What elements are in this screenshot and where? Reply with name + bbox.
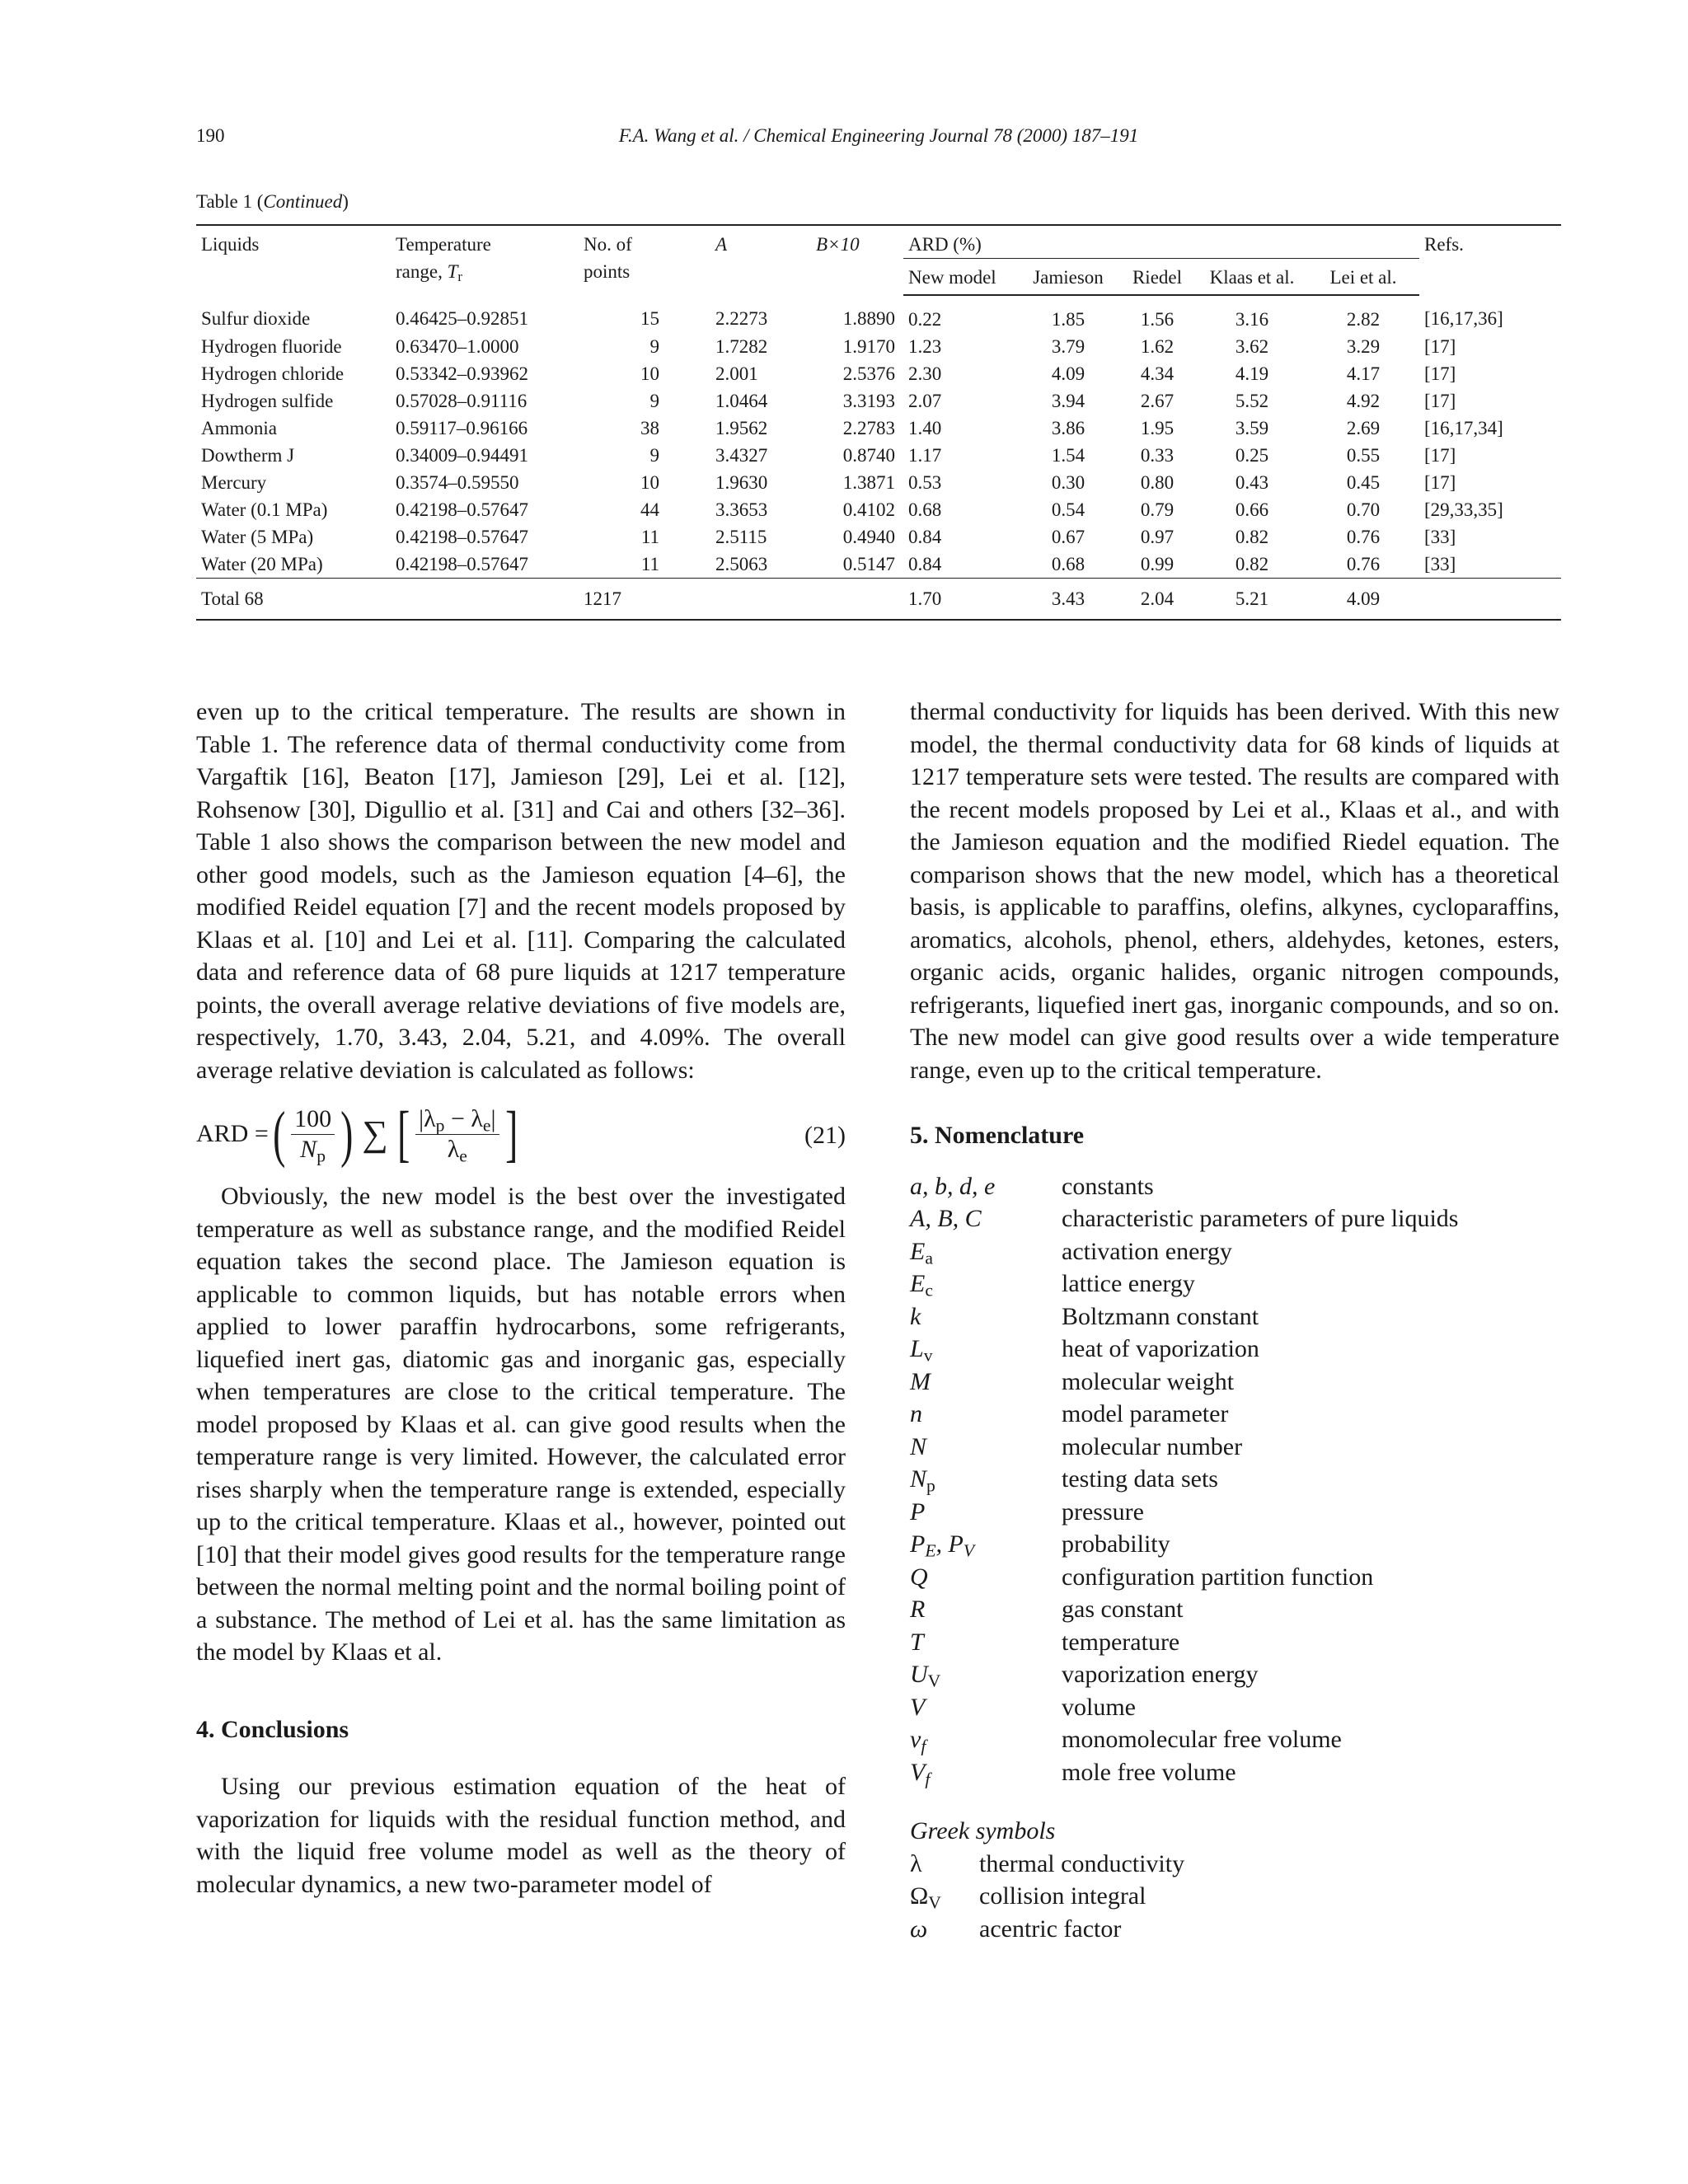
nomenclature-symbol: n: [910, 1400, 922, 1427]
greek-symbol: ω: [910, 1915, 928, 1943]
table-cell-jam: 1.54: [1051, 445, 1085, 466]
table-cell-liquid: Hydrogen sulfide: [201, 391, 334, 411]
nomenclature-item: [910, 1528, 1559, 1561]
header-a: A: [710, 225, 811, 295]
table-row: [196, 360, 1561, 387]
table-cell-new: 2.30: [908, 363, 942, 384]
table-cell-range: 0.59117–0.96166: [396, 418, 528, 438]
running-header: [196, 125, 1561, 155]
nomenclature-item: [910, 1463, 1559, 1496]
table-cell-liquid: Water (0.1 MPa): [201, 499, 328, 520]
table-row: [196, 333, 1561, 360]
table-cell-liquid: Mercury: [201, 472, 267, 493]
table-cell-new: 0.68: [908, 499, 942, 520]
table-cell-points: 38: [640, 418, 659, 438]
nomenclature-symbol: $E_c$: [910, 1270, 933, 1301]
table-cell-lei: 4.92: [1346, 391, 1381, 411]
table-cell-b: 2.5376: [842, 363, 895, 384]
table-cell-new: 0.84: [908, 527, 942, 547]
nomenclature-symbol: a, b, d, e: [910, 1172, 996, 1200]
table-row: [196, 415, 1561, 442]
header-points: No. of points: [579, 225, 710, 295]
table-cell-rie: 0.79: [1140, 499, 1175, 520]
table-cell-a: 2.2273: [715, 308, 768, 329]
table-caption: Table 1 (Continued): [196, 191, 349, 212]
header-b: B×10: [811, 225, 903, 295]
page-number: 190: [196, 125, 225, 146]
nomenclature-definition: temperature: [1062, 1628, 1180, 1656]
table-cell-rie: 0.80: [1140, 472, 1175, 493]
nomenclature-symbol: R: [910, 1596, 926, 1623]
total-row: Total 68 1217 1.70 3.43 2.04 5.21 4.09: [196, 579, 1561, 621]
table-cell-rie: 1.56: [1140, 309, 1175, 330]
table-cell-lei: 0.76: [1346, 554, 1381, 574]
table-cell-points: 10: [640, 363, 659, 384]
nomenclature-definition: heat of vaporization: [1062, 1335, 1259, 1362]
table-cell-range: 0.63470–1.0000: [396, 336, 519, 357]
greek-symbols-heading: Greek symbols: [910, 1817, 1056, 1844]
nomenclature-item: [910, 1593, 1559, 1626]
header-lei: Lei et al.: [1307, 259, 1419, 296]
nomenclature-item: [910, 1626, 1559, 1659]
greek-symbol-item: [910, 1848, 1559, 1881]
table-cell-jam: 1.85: [1051, 309, 1085, 330]
table-cell-new: 1.40: [908, 418, 942, 438]
nomenclature-item: [910, 1333, 1559, 1366]
table-cell-points: 11: [640, 527, 659, 547]
table-cell-range: 0.42198–0.57647: [396, 499, 528, 520]
table-row: [196, 523, 1561, 551]
nomenclature-definition: testing data sets: [1062, 1465, 1218, 1493]
table-cell-a: 1.0464: [715, 391, 768, 411]
nomenclature-symbol: N: [910, 1432, 927, 1460]
table-cell-kla: 0.82: [1235, 527, 1269, 547]
table-cell-lei: 0.55: [1346, 445, 1381, 466]
nomenclature-definition: activation energy: [1062, 1237, 1232, 1265]
nomenclature-symbol: $V_f$: [910, 1758, 931, 1788]
table-cell-lei: 0.45: [1346, 472, 1381, 493]
table-cell-a: 2.5115: [715, 527, 767, 547]
nomenclature-symbol: $v_f$: [910, 1726, 926, 1756]
section-heading-nomenclature: 5. Nomenclature: [910, 1122, 1085, 1149]
nomenclature-item: [910, 1202, 1559, 1235]
nomenclature-item: [910, 1431, 1559, 1464]
table-cell-jam: 4.09: [1051, 363, 1085, 384]
table-cell-kla: 0.82: [1235, 554, 1269, 574]
nomenclature-definition: Boltzmann constant: [1062, 1302, 1259, 1330]
table-cell-refs: [17]: [1424, 363, 1456, 384]
table-cell-jam: 3.94: [1051, 391, 1085, 411]
greek-definition: thermal conductivity: [979, 1849, 1185, 1877]
table-cell-refs: [17]: [1424, 336, 1456, 357]
header-riedel: Riedel: [1118, 259, 1197, 296]
greek-symbol: $\Omega_V$: [910, 1882, 941, 1913]
table-cell-kla: 0.25: [1235, 445, 1269, 466]
nomenclature-definition: mole free volume: [1062, 1758, 1236, 1786]
right-column: [910, 696, 1559, 1945]
nomenclature-symbol: $P_E$, $P_V$: [910, 1530, 975, 1561]
header-ard: ARD (%): [903, 225, 1419, 259]
table-cell-points: 10: [640, 472, 659, 493]
table-cell-rie: 1.95: [1140, 418, 1175, 438]
table-cell-a: 2.001: [715, 363, 758, 384]
table-cell-range: 0.42198–0.57647: [396, 554, 528, 574]
table-cell-a: 1.9630: [715, 472, 768, 493]
nomenclature-definition: constants: [1062, 1172, 1154, 1200]
table-cell-liquid: Hydrogen chloride: [201, 363, 345, 384]
table-cell-kla: 4.19: [1235, 363, 1269, 384]
table-cell-points: 15: [640, 308, 659, 329]
header-jamieson: Jamieson: [1019, 259, 1118, 296]
table-row: [196, 496, 1561, 523]
nomenclature-symbol: $U_V$: [910, 1661, 941, 1691]
table-cell-lei: 3.29: [1346, 336, 1381, 357]
table-cell-kla: 0.66: [1235, 499, 1269, 520]
table-cell-rie: 2.67: [1140, 391, 1175, 411]
nomenclature-definition: monomolecular free volume: [1062, 1726, 1342, 1753]
table-cell-lei: 2.69: [1346, 418, 1381, 438]
table-cell-new: 0.22: [908, 309, 942, 330]
table-cell-range: 0.3574–0.59550: [396, 472, 519, 493]
table-cell-rie: 0.33: [1140, 445, 1175, 466]
table-cell-new: 1.23: [908, 336, 942, 357]
nomenclature-item: [910, 1658, 1559, 1691]
nomenclature-item: [910, 1268, 1559, 1301]
table-cell-liquid: Water (5 MPa): [201, 527, 314, 547]
table-cell-new: 1.17: [908, 445, 942, 466]
nomenclature-definition: characteristic parameters of pure liquids: [1062, 1205, 1459, 1232]
table-cell-liquid: Water (20 MPa): [201, 554, 323, 574]
table-cell-lei: 4.17: [1346, 363, 1381, 384]
nomenclature-definition: model parameter: [1062, 1400, 1229, 1427]
table-cell-kla: 3.62: [1235, 336, 1269, 357]
table-cell-kla: 0.43: [1235, 472, 1269, 493]
table-cell-b: 0.4940: [842, 527, 895, 547]
table-cell-lei: 0.70: [1346, 499, 1381, 520]
table-cell-new: 2.07: [908, 391, 942, 411]
nomenclature-definition: probability: [1062, 1530, 1170, 1558]
nomenclature-symbol: $N_p$: [910, 1465, 935, 1496]
table-cell-a: 3.4327: [715, 445, 768, 466]
table-cell-jam: 3.79: [1051, 336, 1085, 357]
table-cell-points: 9: [649, 445, 659, 466]
table-cell-lei: 2.82: [1346, 309, 1381, 330]
nomenclature-definition: molecular number: [1062, 1432, 1243, 1460]
table-row: [196, 469, 1561, 496]
nomenclature-definition: configuration partition function: [1062, 1563, 1374, 1591]
nomenclature-definition: volume: [1062, 1693, 1136, 1721]
nomenclature-definition: pressure: [1062, 1497, 1144, 1526]
section-heading-conclusions: 4. Conclusions: [196, 1715, 349, 1743]
table-cell-refs: [33]: [1424, 554, 1456, 574]
table-cell-refs: [16,17,34]: [1424, 418, 1503, 438]
table-cell-rie: 0.99: [1140, 554, 1175, 574]
greek-symbol-item: [910, 1880, 1559, 1913]
table-cell-refs: [33]: [1424, 527, 1456, 547]
body-paragraph: thermal conductivity for liquids has been derived. With this new model, the thermal conductivity data for 68 kinds of liquids at 1217 temperature sets were tested. The results are compared with the recent models proposed by Lei et al., Klaas et al., and with the Jamieson equation and the modified Riedel equation. The comparison shows that the new model, which has a theoretical basis, is applicable to paraffins, olefins, alkynes, cycloparaffins, aromatics, alcohols, phenol, ethers, aldehydes, ketones, esters, organic acids, organic halides, organic nitrogen compounds, refrigerants, liquefied inert gas, inorganic compounds, and so on. The new model can give good results over a wide temperature range, even up to the critical temperature.: [910, 698, 1559, 1084]
table-row: [196, 551, 1561, 579]
table-cell-a: 3.3653: [715, 499, 768, 520]
table-cell-jam: 0.68: [1051, 554, 1085, 574]
table-cell-range: 0.57028–0.91116: [396, 391, 528, 411]
body-paragraph: even up to the critical temperature. The results are shown in Table 1. The reference data of thermal conductivity come from Vargaftik [16], Beaton [17], Jamieson [29], Lei et al. [12], Rohsenow [30], Digullio et al. [31] and Cai and others [32–36]. Table 1 also shows the comparison between the new model and other good models, such as the Jamieson equation [4–6], the modified Reidel equation [7] and the recent models proposed by Klaas et al. [10] and Lei et al. [11]. Comparing the calculated data and reference data of 68 pure liquids at 1217 temperature points, the overall average relative deviations of five models are, respectively, 1.70, 3.43, 2.04, 5.21, and 4.09%. The overall average relative deviation is calculated as follows:: [196, 698, 846, 1084]
table-cell-refs: [17]: [1424, 445, 1456, 466]
header-refs: Refs.: [1419, 225, 1561, 295]
header-new-model: New model: [903, 259, 1019, 296]
greek-symbol-item: [910, 1913, 1559, 1946]
greek-definition: acentric factor: [979, 1915, 1122, 1943]
table-cell-range: 0.46425–0.92851: [396, 308, 528, 329]
table-row: [196, 295, 1561, 333]
nomenclature-item: [910, 1301, 1559, 1333]
table-cell-jam: 3.86: [1051, 418, 1085, 438]
table-cell-a: 2.5063: [715, 554, 768, 574]
header-klaas: Klaas et al.: [1197, 259, 1307, 296]
table-cell-new: 0.84: [908, 554, 942, 574]
table-cell-liquid: Sulfur dioxide: [201, 308, 311, 329]
table-cell-kla: 3.16: [1235, 309, 1269, 330]
nomenclature-symbol: T: [910, 1628, 924, 1656]
equation-21: ARD = ( $\frac{100}{N_p}$ ) ∑ [ $\frac{|\lambda_p - \lambda_e|}{\lambda_e}$ ] (21): [196, 1099, 846, 1169]
table-cell-b: 1.8890: [842, 308, 895, 329]
table-cell-range: 0.53342–0.93962: [396, 363, 528, 384]
nomenclature-definition: lattice energy: [1062, 1270, 1195, 1297]
header-temperature: Temperature range, $T_r$: [391, 225, 579, 295]
data-table: [196, 224, 1561, 621]
table-cell-a: 1.7282: [715, 336, 768, 357]
table-cell-a: 1.9562: [715, 418, 768, 438]
table-cell-points: 11: [640, 554, 659, 574]
table-cell-range: 0.34009–0.94491: [396, 445, 528, 466]
table-cell-refs: [29,33,35]: [1424, 499, 1503, 520]
table-cell-rie: 4.34: [1140, 363, 1175, 384]
table-cell-liquid: Dowtherm J: [201, 445, 295, 466]
nomenclature-symbol: V: [910, 1693, 926, 1721]
table-cell-kla: 5.52: [1235, 391, 1269, 411]
table-cell-range: 0.42198–0.57647: [396, 527, 528, 547]
nomenclature-item: [910, 1170, 1559, 1203]
table-cell-jam: 0.30: [1051, 472, 1085, 493]
nomenclature-item: [910, 1496, 1559, 1529]
greek-definition: collision integral: [979, 1882, 1146, 1910]
nomenclature-item: [910, 1561, 1559, 1594]
nomenclature-symbol: Q: [910, 1563, 928, 1591]
equation-number: (21): [804, 1122, 846, 1149]
nomenclature-item: [910, 1398, 1559, 1431]
nomenclature-symbol: P: [910, 1497, 926, 1526]
table-cell-b: 0.5147: [842, 554, 895, 574]
nomenclature-item: [910, 1756, 1559, 1789]
nomenclature-definition: molecular weight: [1062, 1367, 1235, 1395]
table-row: [196, 387, 1561, 415]
table-cell-liquid: Hydrogen fluoride: [201, 336, 342, 357]
nomenclature-list: [910, 1170, 1559, 1789]
nomenclature-symbol: M: [910, 1367, 931, 1395]
table-cell-refs: [17]: [1424, 391, 1456, 411]
table-cell-refs: [17]: [1424, 472, 1456, 493]
table-cell-rie: 0.97: [1140, 527, 1175, 547]
nomenclature-symbol: k: [910, 1302, 921, 1330]
table-cell-rie: 1.62: [1140, 336, 1175, 357]
greek-symbols-list: [910, 1848, 1559, 1946]
table-row: [196, 442, 1561, 469]
journal-citation: F.A. Wang et al. / Chemical Engineering Journal 78 (2000) 187–191: [618, 125, 1139, 146]
table-cell-jam: 0.67: [1051, 527, 1085, 547]
left-column: [196, 696, 846, 1900]
table-cell-b: 1.3871: [842, 472, 895, 493]
table-cell-b: 1.9170: [842, 336, 895, 357]
table-cell-lei: 0.76: [1346, 527, 1381, 547]
nomenclature-item: [910, 1691, 1559, 1724]
table-cell-jam: 0.54: [1051, 499, 1085, 520]
nomenclature-item: [910, 1366, 1559, 1399]
nomenclature-symbol: $L_v$: [910, 1335, 933, 1366]
nomenclature-definition: vaporization energy: [1062, 1661, 1259, 1688]
table-cell-b: 2.2783: [842, 418, 895, 438]
nomenclature-item: [910, 1235, 1559, 1268]
body-paragraph: Obviously, the new model is the best over the investigated temperature as well as substance range, and the modified Reidel equation takes the second place. The Jamieson equation is applicable to common liquids, but has notable errors when applied to lower paraffin hydrocarbons, some refrigerants, liquefied inert gas, diatomic gas and inorganic gas, especially when temperatures are close to the critical temperature. The model proposed by Klaas et al. can give good results when the temperature range is very limited. However, the calculated error rises sharply when the temperature range is extended, especially up to the critical temperature. Klaas et al., however, pointed out [10] that their model gives good results for the temperature range between the normal melting point and the normal boiling point of a substance. The method of Lei et al. has the same limitation as the model by Klaas et al.: [196, 1183, 846, 1666]
table-cell-liquid: Ammonia: [201, 418, 277, 438]
table-cell-points: 9: [649, 391, 659, 411]
nomenclature-item: [910, 1723, 1559, 1756]
body-paragraph: Using our previous estimation equation of the heat of vaporization for liquids with the residual function method, and with the liquid free volume model as well as the theory of molecular dynamics, a new two-parameter model of: [196, 1773, 846, 1898]
table-cell-b: 0.8740: [842, 445, 895, 466]
table-cell-kla: 3.59: [1235, 418, 1269, 438]
nomenclature-symbol: A, B, C: [910, 1205, 982, 1232]
greek-symbol: λ: [910, 1849, 922, 1877]
table-cell-points: 9: [649, 336, 659, 357]
nomenclature-definition: gas constant: [1062, 1596, 1184, 1623]
table-cell-refs: [16,17,36]: [1424, 308, 1503, 329]
table-cell-points: 44: [640, 499, 659, 520]
table-cell-new: 0.53: [908, 472, 942, 493]
header-liquids: Liquids: [196, 225, 391, 295]
nomenclature-symbol: $E_a$: [910, 1237, 933, 1268]
table-cell-b: 3.3193: [842, 391, 895, 411]
table-cell-b: 0.4102: [842, 499, 895, 520]
